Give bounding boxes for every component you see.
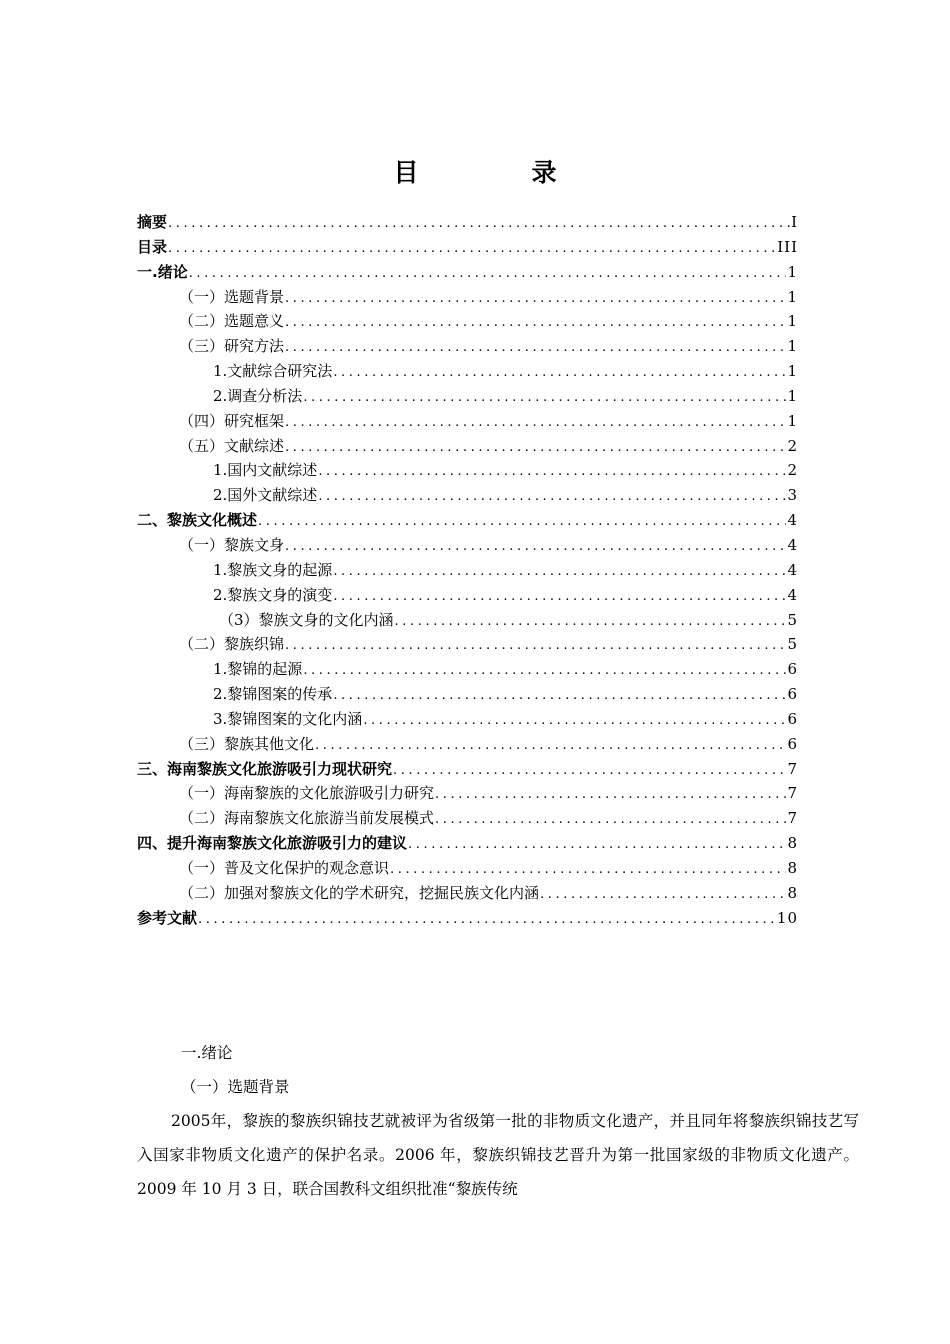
toc-entry-page: 1 <box>787 337 798 356</box>
toc-entry-page: 8 <box>787 834 798 853</box>
toc-entry-page: 1 <box>787 287 798 306</box>
toc-entry-label: 2.国外文献综述 <box>213 486 318 505</box>
dot-leader <box>168 212 790 235</box>
toc-entry[interactable] <box>137 583 798 608</box>
toc-entry-page: 8 <box>787 858 798 877</box>
toc-entry[interactable] <box>137 906 798 931</box>
toc-entry-page: 4 <box>787 585 798 604</box>
toc-entry[interactable] <box>137 732 798 757</box>
dot-leader <box>395 610 787 633</box>
toc-entry-label: 2.调查分析法 <box>213 386 303 405</box>
toc-entry[interactable] <box>137 384 798 409</box>
body-paragraph: 2005年，黎族的黎族织锦技艺就被评为省级第一批的非物质文化遗产，并且同年将黎族织锦技艺写入国家非物质文化遗产的保护名录。2006 年，黎族织锦技艺晋升为第一批国家级的非物质文化遗产。2009 年 10 月 3 日，联合国教科文组织批准“黎族传统 <box>137 1112 859 1198</box>
toc-entry[interactable] <box>137 334 798 359</box>
toc-entry-page: 5 <box>787 635 798 654</box>
toc-entry-page: III <box>777 237 798 256</box>
toc-entry-label: （四）研究框架 <box>179 411 285 430</box>
toc-entry[interactable] <box>137 483 798 508</box>
dot-leader <box>303 659 786 682</box>
toc-entry-label: 2.黎锦图案的传承 <box>213 685 333 704</box>
toc-entry-page: 7 <box>787 759 798 778</box>
toc-entry[interactable] <box>137 260 798 285</box>
toc-entry-label: 1.黎锦的起源 <box>213 660 303 679</box>
table-of-contents <box>137 210 798 930</box>
toc-entry-label: 1.国内文献综述 <box>213 461 318 480</box>
dot-leader <box>285 336 786 359</box>
toc-entry-page: 2 <box>787 461 798 480</box>
toc-entry-label: 参考文献 <box>137 908 198 927</box>
toc-entry-page: 1 <box>787 312 798 331</box>
dot-leader <box>285 535 786 558</box>
toc-entry-page: 6 <box>787 685 798 704</box>
dot-leader <box>540 883 786 906</box>
toc-entry-label: 摘要 <box>137 213 168 231</box>
toc-entry-label: 目录 <box>137 237 168 256</box>
toc-entry[interactable] <box>137 806 798 831</box>
toc-entry[interactable] <box>137 707 798 732</box>
toc-entry-label: （一）海南黎族的文化旅游吸引力研究 <box>179 784 435 803</box>
toc-entry-label: 四、提升海南黎族文化旅游吸引力的建议 <box>137 834 408 853</box>
toc-entry[interactable] <box>137 831 798 856</box>
dot-leader <box>285 311 786 334</box>
toc-entry[interactable] <box>137 309 798 334</box>
toc-entry-page: 6 <box>787 709 798 728</box>
toc-entry[interactable] <box>137 781 798 806</box>
toc-entry[interactable] <box>137 359 798 384</box>
body-section <box>137 1036 859 1206</box>
toc-entry-page: 1 <box>787 386 798 405</box>
toc-entry-page: 4 <box>787 535 798 554</box>
dot-leader <box>393 759 786 782</box>
toc-entry[interactable] <box>137 285 798 310</box>
toc-entry-page: 8 <box>787 883 798 902</box>
dot-leader <box>285 634 786 657</box>
toc-entry-page: 1 <box>787 411 798 430</box>
toc-entry[interactable] <box>137 657 798 682</box>
toc-entry[interactable] <box>137 409 798 434</box>
dot-leader <box>333 560 786 583</box>
toc-entry[interactable] <box>137 508 798 533</box>
toc-entry[interactable] <box>137 608 798 633</box>
toc-entry[interactable] <box>137 757 798 782</box>
subsection-heading: （一）选题背景 <box>181 1078 290 1096</box>
toc-entry-label: 三、海南黎族文化旅游吸引力现状研究 <box>137 759 393 778</box>
toc-entry-label: （二）选题意义 <box>179 312 285 331</box>
toc-entry[interactable] <box>137 210 798 235</box>
toc-entry-label: 2.黎族文身的演变 <box>213 585 333 604</box>
toc-entry[interactable] <box>137 533 798 558</box>
toc-entry[interactable] <box>137 881 798 906</box>
dot-leader <box>318 460 786 483</box>
toc-entry[interactable] <box>137 682 798 707</box>
dot-leader <box>258 510 786 533</box>
toc-entry-page: 3 <box>787 486 798 505</box>
section-heading: 一.绪论 <box>181 1044 233 1062</box>
toc-entry-label: （二）加强对黎族文化的学术研究，挖掘民族文化内涵 <box>179 883 540 902</box>
toc-entry[interactable] <box>137 558 798 583</box>
toc-entry-page: 7 <box>787 809 798 828</box>
toc-entry-page: I <box>791 213 798 231</box>
toc-entry-page: 2 <box>787 436 798 455</box>
toc-entry-page: 7 <box>787 784 798 803</box>
toc-entry-label: （一）选题背景 <box>179 287 285 306</box>
dot-leader <box>333 684 786 707</box>
toc-entry-page: 4 <box>787 560 798 579</box>
dot-leader <box>198 908 776 931</box>
dot-leader <box>318 485 786 508</box>
dot-leader <box>408 833 786 856</box>
dot-leader <box>333 361 786 384</box>
toc-entry-label: 1.黎族文身的起源 <box>213 560 333 579</box>
toc-entry-label: （一）黎族文身 <box>179 535 285 554</box>
toc-entry-label: （三）研究方法 <box>179 337 285 356</box>
toc-entry-label: （二）黎族织锦 <box>179 635 285 654</box>
dot-leader <box>390 858 786 881</box>
toc-entry-page: 6 <box>787 660 798 679</box>
dot-leader <box>285 436 786 459</box>
toc-entry-label: 二、黎族文化概述 <box>137 511 258 530</box>
dot-leader <box>363 709 786 732</box>
toc-entry-page: 10 <box>776 908 798 927</box>
toc-entry-label: 一.绪论 <box>137 262 188 281</box>
dot-leader <box>285 411 786 434</box>
dot-leader <box>285 287 786 310</box>
toc-entry-page: 4 <box>787 511 798 530</box>
toc-entry-page: 1 <box>787 262 798 281</box>
toc-title: 目 录 <box>393 158 601 187</box>
dot-leader <box>168 237 776 260</box>
dot-leader <box>303 386 786 409</box>
dot-leader <box>435 808 786 831</box>
toc-entry-label: （二）海南黎族文化旅游当前发展模式 <box>179 809 435 828</box>
toc-entry-label: （一）普及文化保护的观念意识 <box>179 858 390 877</box>
toc-entry[interactable] <box>137 235 798 260</box>
toc-entry-page: 6 <box>787 734 798 753</box>
toc-entry[interactable] <box>137 458 798 483</box>
toc-entry-label: （三）黎族其他文化 <box>179 734 315 753</box>
toc-entry-label: （五）文献综述 <box>179 436 285 455</box>
toc-entry-label: 1.文献综合研究法 <box>213 362 333 381</box>
dot-leader <box>315 734 786 757</box>
dot-leader <box>189 262 787 285</box>
dot-leader <box>435 783 786 806</box>
toc-entry[interactable] <box>137 434 798 459</box>
toc-entry-label: 3.黎锦图案的文化内涵 <box>213 709 363 728</box>
toc-entry[interactable] <box>137 632 798 657</box>
toc-entry-page: 1 <box>787 362 798 381</box>
dot-leader <box>333 585 786 608</box>
toc-entry-page: 5 <box>787 610 798 629</box>
toc-entry-label: （3）黎族文身的文化内涵 <box>219 610 394 629</box>
toc-entry[interactable] <box>137 856 798 881</box>
